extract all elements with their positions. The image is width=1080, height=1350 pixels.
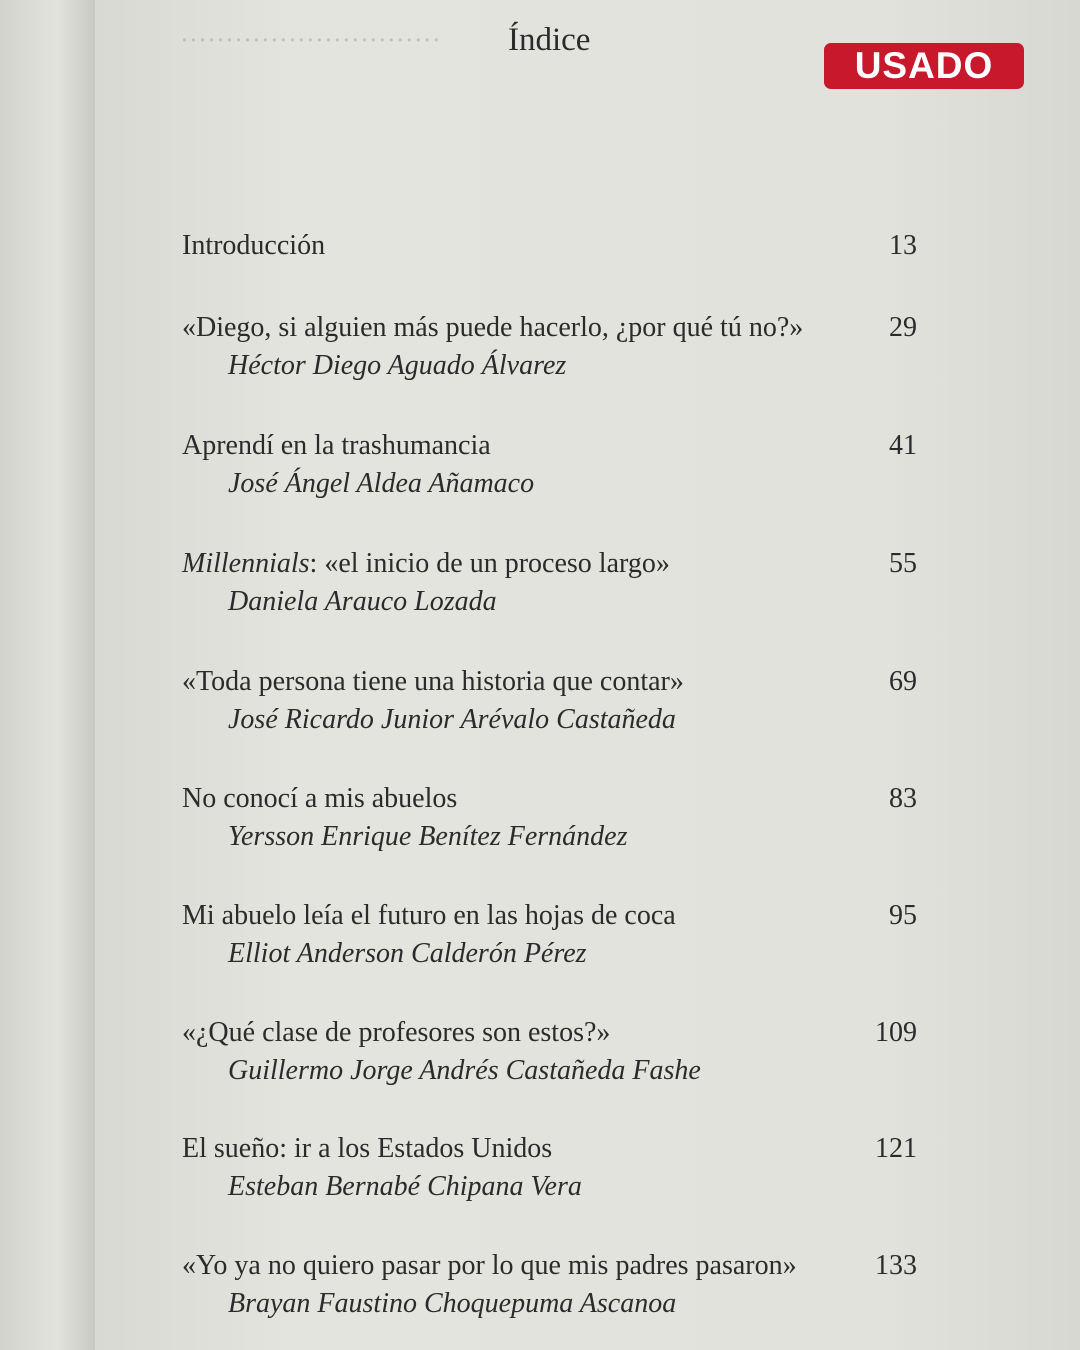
- entry-page: 41: [889, 430, 917, 461]
- toc-entry: [182, 1017, 917, 1087]
- entry-author: Daniela Arauco Lozada: [228, 586, 497, 617]
- entry-page: 95: [889, 900, 917, 931]
- entry-title: «¿Qué clase de profesores son estos?»: [182, 1017, 611, 1048]
- toc-entry: [182, 900, 917, 970]
- entry-author: Brayan Faustino Choquepuma Ascanoa: [228, 1288, 677, 1319]
- entry-page: 109: [875, 1017, 917, 1048]
- bleed-through-text: ·····························: [180, 25, 441, 55]
- entry-title: Mi abuelo leía el futuro en las hojas de coca: [182, 900, 676, 931]
- entry-author: José Ángel Aldea Añamaco: [228, 468, 535, 499]
- entry-title: «Yo ya no quiero pasar por lo que mis padres pasaron»: [182, 1250, 797, 1281]
- toc-entry: [182, 666, 917, 736]
- entry-page: 69: [889, 666, 917, 697]
- entry-author: Esteban Bernabé Chipana Vera: [228, 1171, 582, 1202]
- used-badge: USADO: [824, 43, 1024, 89]
- page-title: Índice: [508, 22, 591, 58]
- entry-page: 13: [889, 230, 917, 261]
- entry-title: «Toda persona tiene una historia que contar»: [182, 666, 684, 697]
- entry-title: El sueño: ir a los Estados Unidos: [182, 1133, 553, 1164]
- toc-entry: [182, 430, 917, 500]
- entry-title: Aprendí en la trashumancia: [182, 430, 491, 461]
- entry-page: 121: [875, 1133, 917, 1164]
- entry-page: 133: [875, 1250, 917, 1281]
- entry-author: Guillermo Jorge Andrés Castañeda Fashe: [228, 1055, 701, 1086]
- entry-page: 55: [889, 548, 917, 579]
- toc-entry: [182, 230, 917, 262]
- entry-title: Millennials: «el inicio de un proceso largo»: [182, 548, 670, 579]
- entry-title: No conocí a mis abuelos: [182, 783, 458, 814]
- entry-title: «Diego, si alguien más puede hacerlo, ¿por qué tú no?»: [182, 312, 804, 343]
- toc-entry: [182, 548, 917, 618]
- toc-entry: [182, 1250, 917, 1320]
- toc-entry: [182, 1133, 917, 1203]
- entry-title: Introducción: [182, 230, 326, 261]
- entry-author: José Ricardo Junior Arévalo Castañeda: [228, 704, 676, 735]
- entry-author: Yersson Enrique Benítez Fernández: [228, 821, 628, 852]
- entry-author: Héctor Diego Aguado Álvarez: [228, 350, 567, 381]
- entry-page: 29: [889, 312, 917, 343]
- toc-entry: [182, 312, 917, 382]
- facing-page: [0, 0, 95, 1350]
- entry-author: Elliot Anderson Calderón Pérez: [228, 938, 587, 969]
- toc-entry: [182, 783, 917, 853]
- entry-page: 83: [889, 783, 917, 814]
